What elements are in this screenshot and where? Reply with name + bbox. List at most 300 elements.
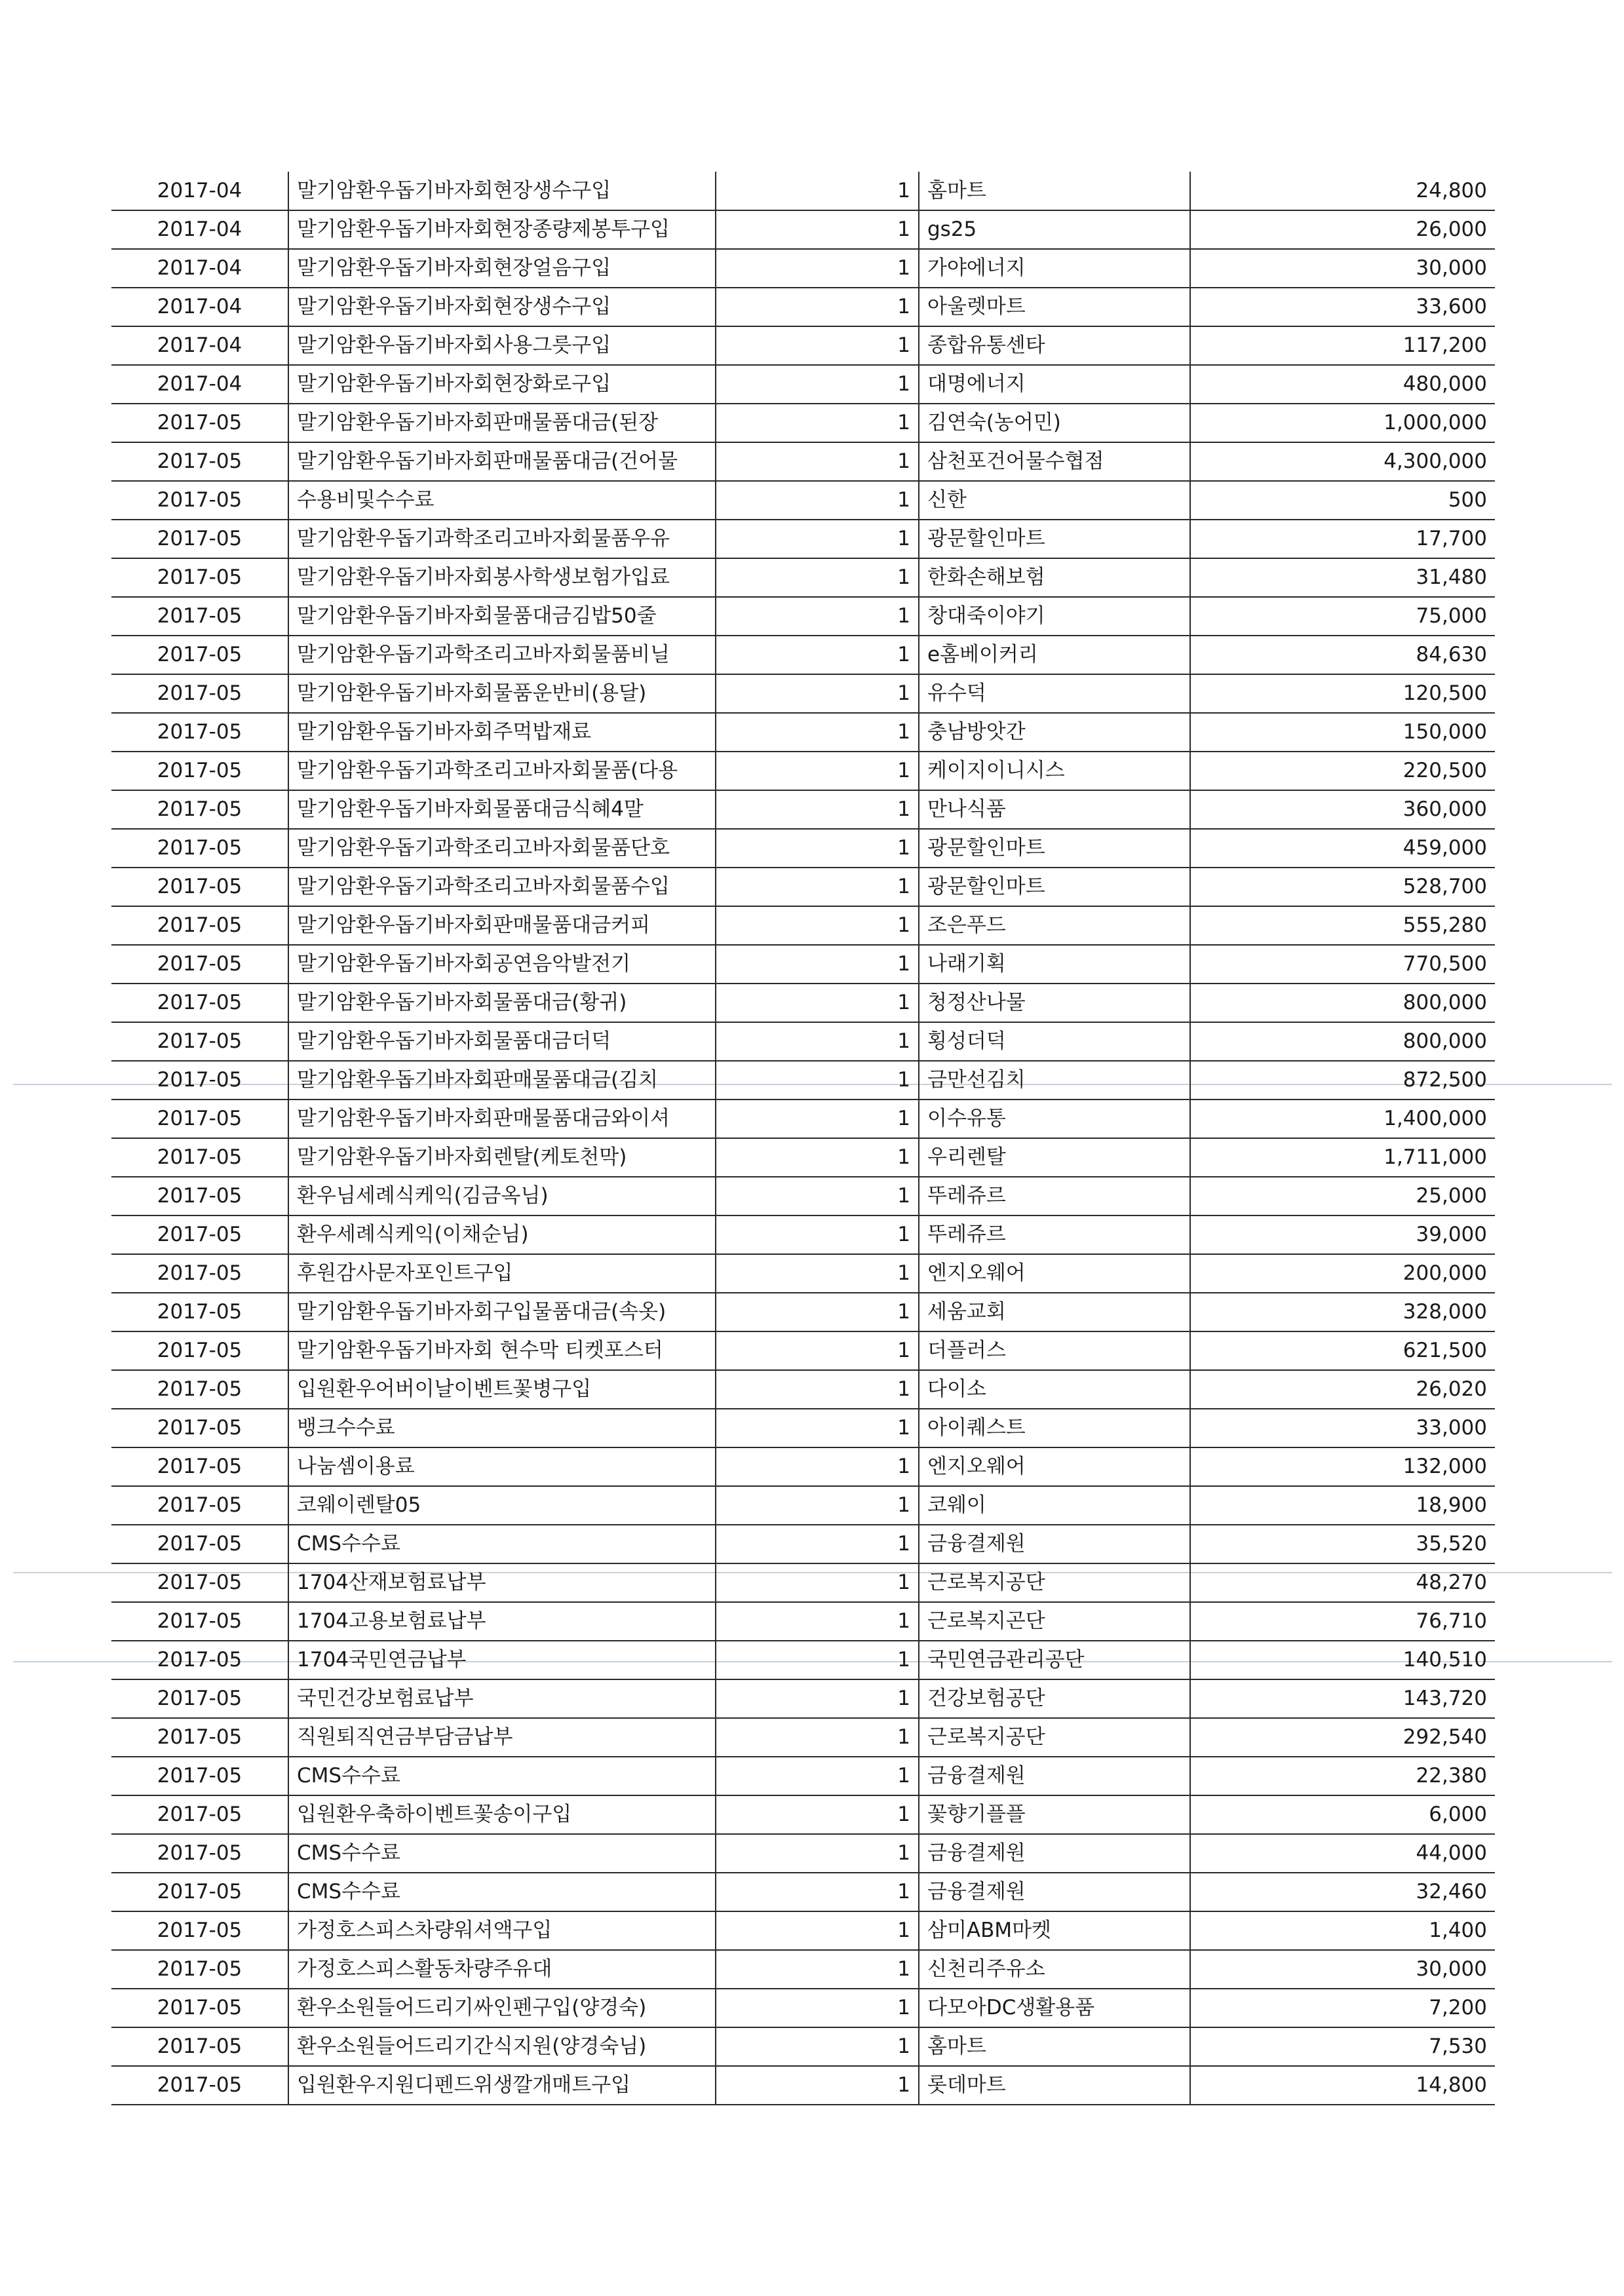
row-vendor: 만나식품	[919, 790, 1190, 829]
row-description: 말기암환우돕기과학조리고바자회물품우유	[288, 520, 716, 558]
row-quantity: 1	[716, 945, 919, 984]
row-quantity: 1	[716, 365, 919, 404]
row-quantity: 1	[716, 829, 919, 868]
row-quantity: 1	[716, 249, 919, 288]
row-vendor: 이수유통	[919, 1100, 1190, 1138]
row-vendor: 롯데마트	[919, 2066, 1190, 2105]
row-amount: 328,000	[1190, 1293, 1495, 1331]
row-vendor: 조은푸드	[919, 906, 1190, 945]
row-description: 수용비및수수료	[288, 481, 716, 520]
row-description: CMS수수료	[288, 1834, 716, 1873]
row-vendor: 한화손해보험	[919, 558, 1190, 597]
table-row	[111, 1989, 1495, 2027]
table-row	[111, 674, 1495, 713]
row-amount: 143,720	[1190, 1679, 1495, 1718]
row-amount: 140,510	[1190, 1641, 1495, 1679]
row-date: 2017-05	[111, 1950, 288, 1989]
row-quantity: 1	[716, 1718, 919, 1757]
table-row	[111, 868, 1495, 906]
table-row	[111, 365, 1495, 404]
row-vendor: 국민연금관리공단	[919, 1641, 1190, 1679]
row-quantity: 1	[716, 713, 919, 752]
row-date: 2017-05	[111, 1177, 288, 1215]
table-row	[111, 790, 1495, 829]
row-amount: 48,270	[1190, 1563, 1495, 1602]
row-amount: 24,800	[1190, 172, 1495, 210]
table-row	[111, 906, 1495, 945]
row-description: 후원감사문자포인트구입	[288, 1254, 716, 1293]
row-amount: 6,000	[1190, 1795, 1495, 1834]
row-date: 2017-05	[111, 868, 288, 906]
row-description: 직원퇴직연금부담금납부	[288, 1718, 716, 1757]
row-date: 2017-05	[111, 2066, 288, 2105]
row-description: 말기암환우돕기바자회판매물품대금와이셔	[288, 1100, 716, 1138]
row-vendor: 아이퀘스트	[919, 1409, 1190, 1447]
row-amount: 292,540	[1190, 1718, 1495, 1757]
row-quantity: 1	[716, 1022, 919, 1061]
row-date: 2017-05	[111, 1602, 288, 1641]
row-amount: 1,400,000	[1190, 1100, 1495, 1138]
row-description: 입원환우어버이날이벤트꽃병구입	[288, 1370, 716, 1409]
table-row	[111, 945, 1495, 984]
row-date: 2017-05	[111, 1718, 288, 1757]
row-vendor: 가야에너지	[919, 249, 1190, 288]
row-amount: 528,700	[1190, 868, 1495, 906]
row-date: 2017-05	[111, 1486, 288, 1525]
row-amount: 800,000	[1190, 1022, 1495, 1061]
row-amount: 39,000	[1190, 1215, 1495, 1254]
table-row	[111, 404, 1495, 442]
row-amount: 33,600	[1190, 288, 1495, 326]
row-date: 2017-05	[111, 1795, 288, 1834]
row-vendor: e홈베이커리	[919, 636, 1190, 674]
row-description: 뱅크수수료	[288, 1409, 716, 1447]
row-amount: 1,000,000	[1190, 404, 1495, 442]
table-row	[111, 2066, 1495, 2105]
row-date: 2017-05	[111, 1215, 288, 1254]
table-row	[111, 1911, 1495, 1950]
row-quantity: 1	[716, 1834, 919, 1873]
row-vendor: 코웨이	[919, 1486, 1190, 1525]
table-row	[111, 481, 1495, 520]
row-vendor: 광문할인마트	[919, 520, 1190, 558]
table-row	[111, 1022, 1495, 1061]
table-row	[111, 1138, 1495, 1177]
row-amount: 117,200	[1190, 326, 1495, 365]
row-date: 2017-05	[111, 1022, 288, 1061]
row-vendor: 충남방앗간	[919, 713, 1190, 752]
row-vendor: 삼미ABM마켓	[919, 1911, 1190, 1950]
row-description: CMS수수료	[288, 1525, 716, 1563]
row-description: 말기암환우돕기과학조리고바자회물품비닐	[288, 636, 716, 674]
row-amount: 14,800	[1190, 2066, 1495, 2105]
table-row	[111, 1718, 1495, 1757]
row-description: 말기암환우돕기바자회판매물품대금(건어물	[288, 442, 716, 481]
row-quantity: 1	[716, 2066, 919, 2105]
row-date: 2017-04	[111, 326, 288, 365]
row-vendor: 금융결제원	[919, 1525, 1190, 1563]
row-description: 말기암환우돕기바자회렌탈(케토천막)	[288, 1138, 716, 1177]
table-row	[111, 1061, 1495, 1100]
row-vendor: 나래기획	[919, 945, 1190, 984]
row-quantity: 1	[716, 1486, 919, 1525]
row-vendor: 아울렛마트	[919, 288, 1190, 326]
row-date: 2017-05	[111, 984, 288, 1022]
row-amount: 75,000	[1190, 597, 1495, 636]
row-vendor: 대명에너지	[919, 365, 1190, 404]
row-quantity: 1	[716, 1525, 919, 1563]
row-amount: 31,480	[1190, 558, 1495, 597]
row-date: 2017-04	[111, 288, 288, 326]
table-row	[111, 558, 1495, 597]
row-description: 코웨이렌탈05	[288, 1486, 716, 1525]
row-description: 1704산재보험료납부	[288, 1563, 716, 1602]
row-date: 2017-04	[111, 249, 288, 288]
row-date: 2017-05	[111, 1757, 288, 1795]
row-description: 말기암환우돕기바자회봉사학생보험가입료	[288, 558, 716, 597]
table-row	[111, 1834, 1495, 1873]
row-amount: 200,000	[1190, 1254, 1495, 1293]
row-quantity: 1	[716, 1215, 919, 1254]
row-amount: 35,520	[1190, 1525, 1495, 1563]
table-row	[111, 1370, 1495, 1409]
row-amount: 500	[1190, 481, 1495, 520]
row-quantity: 1	[716, 1409, 919, 1447]
row-description: 1704국민연금납부	[288, 1641, 716, 1679]
row-amount: 4,300,000	[1190, 442, 1495, 481]
table-row	[111, 1331, 1495, 1370]
row-quantity: 1	[716, 288, 919, 326]
row-amount: 480,000	[1190, 365, 1495, 404]
table-row	[111, 1486, 1495, 1525]
row-vendor: 청정산나물	[919, 984, 1190, 1022]
row-date: 2017-05	[111, 1331, 288, 1370]
row-date: 2017-05	[111, 674, 288, 713]
row-vendor: 홈마트	[919, 2027, 1190, 2066]
row-quantity: 1	[716, 442, 919, 481]
row-date: 2017-05	[111, 2027, 288, 2066]
row-date: 2017-05	[111, 558, 288, 597]
row-quantity: 1	[716, 674, 919, 713]
row-description: 말기암환우돕기과학조리고바자회물품(다용	[288, 752, 716, 790]
row-description: 말기암환우돕기바자회판매물품대금(김치	[288, 1061, 716, 1100]
row-description: 국민건강보험료납부	[288, 1679, 716, 1718]
table-row	[111, 1563, 1495, 1602]
table-row	[111, 1409, 1495, 1447]
row-vendor: 광문할인마트	[919, 868, 1190, 906]
table-row	[111, 984, 1495, 1022]
row-vendor: 금융결제원	[919, 1757, 1190, 1795]
row-quantity: 1	[716, 1602, 919, 1641]
row-amount: 621,500	[1190, 1331, 1495, 1370]
row-vendor: 우리렌탈	[919, 1138, 1190, 1177]
row-vendor: 광문할인마트	[919, 829, 1190, 868]
row-date: 2017-05	[111, 1641, 288, 1679]
row-description: 말기암환우돕기바자회구입물품대금(속옷)	[288, 1293, 716, 1331]
row-vendor: 근로복지곤단	[919, 1602, 1190, 1641]
row-description: 말기암환우돕기바자회현장화로구입	[288, 365, 716, 404]
row-vendor: 삼천포건어물수협점	[919, 442, 1190, 481]
row-amount: 872,500	[1190, 1061, 1495, 1100]
row-description: 말기암환우돕기바자회공연음악발전기	[288, 945, 716, 984]
row-vendor: 횡성더덕	[919, 1022, 1190, 1061]
row-amount: 32,460	[1190, 1873, 1495, 1911]
row-description: CMS수수료	[288, 1873, 716, 1911]
table-row	[111, 172, 1495, 210]
row-vendor: 금만선김치	[919, 1061, 1190, 1100]
row-date: 2017-04	[111, 365, 288, 404]
table-row	[111, 210, 1495, 249]
table-row	[111, 1795, 1495, 1834]
row-quantity: 1	[716, 481, 919, 520]
row-amount: 150,000	[1190, 713, 1495, 752]
table-row	[111, 752, 1495, 790]
row-quantity: 1	[716, 1447, 919, 1486]
row-description: 가정호스피스차량워셔액구입	[288, 1911, 716, 1950]
table-row	[111, 1950, 1495, 1989]
row-amount: 26,020	[1190, 1370, 1495, 1409]
row-quantity: 1	[716, 1138, 919, 1177]
row-amount: 76,710	[1190, 1602, 1495, 1641]
row-description: 말기암환우돕기바자회물품대금(황귀)	[288, 984, 716, 1022]
row-vendor: 신천리주유소	[919, 1950, 1190, 1989]
row-date: 2017-05	[111, 1293, 288, 1331]
row-quantity: 1	[716, 1563, 919, 1602]
row-quantity: 1	[716, 1061, 919, 1100]
row-vendor: 케이지이니시스	[919, 752, 1190, 790]
row-description: 말기암환우돕기바자회현장종량제봉투구입	[288, 210, 716, 249]
row-amount: 30,000	[1190, 1950, 1495, 1989]
row-description: 말기암환우돕기과학조리고바자회물품수입	[288, 868, 716, 906]
row-date: 2017-05	[111, 1873, 288, 1911]
row-description: 입원환우축하이벤트꽃송이구입	[288, 1795, 716, 1834]
row-vendor: 창대죽이야기	[919, 597, 1190, 636]
table-row	[111, 713, 1495, 752]
row-description: 말기암환우돕기바자회물품대금김밥50줄	[288, 597, 716, 636]
row-description: 환우소원들어드리기간식지원(양경숙님)	[288, 2027, 716, 2066]
row-date: 2017-05	[111, 1447, 288, 1486]
row-quantity: 1	[716, 1795, 919, 1834]
row-amount: 25,000	[1190, 1177, 1495, 1215]
row-date: 2017-05	[111, 404, 288, 442]
row-description: 말기암환우돕기과학조리고바자회물품단호	[288, 829, 716, 868]
row-date: 2017-05	[111, 442, 288, 481]
table-row	[111, 326, 1495, 365]
row-description: 말기암환우돕기바자회현장생수구입	[288, 172, 716, 210]
row-amount: 1,400	[1190, 1911, 1495, 1950]
row-quantity: 1	[716, 984, 919, 1022]
row-vendor: 유수덕	[919, 674, 1190, 713]
row-quantity: 1	[716, 210, 919, 249]
table-row	[111, 1447, 1495, 1486]
row-vendor: 엔지오웨어	[919, 1254, 1190, 1293]
row-date: 2017-05	[111, 520, 288, 558]
table-row	[111, 442, 1495, 481]
row-amount: 220,500	[1190, 752, 1495, 790]
table-row	[111, 1525, 1495, 1563]
row-amount: 18,900	[1190, 1486, 1495, 1525]
row-quantity: 1	[716, 1873, 919, 1911]
row-vendor: 근로복지공단	[919, 1563, 1190, 1602]
table-row	[111, 1293, 1495, 1331]
row-quantity: 1	[716, 1679, 919, 1718]
row-vendor: 엔지오웨어	[919, 1447, 1190, 1486]
row-quantity: 1	[716, 1100, 919, 1138]
row-description: 입원환우지원디펜드위생깔개매트구입	[288, 2066, 716, 2105]
table-row	[111, 1873, 1495, 1911]
row-date: 2017-05	[111, 1370, 288, 1409]
row-date: 2017-05	[111, 945, 288, 984]
row-date: 2017-05	[111, 752, 288, 790]
row-quantity: 1	[716, 172, 919, 210]
row-amount: 459,000	[1190, 829, 1495, 868]
row-description: 1704고용보험료납부	[288, 1602, 716, 1641]
row-description: 나눔셈이용료	[288, 1447, 716, 1486]
row-amount: 33,000	[1190, 1409, 1495, 1447]
table-row	[111, 249, 1495, 288]
row-date: 2017-05	[111, 597, 288, 636]
row-vendor: 금융결제원	[919, 1873, 1190, 1911]
row-amount: 770,500	[1190, 945, 1495, 984]
row-description: 말기암환우돕기바자회사용그릇구입	[288, 326, 716, 365]
row-date: 2017-05	[111, 1525, 288, 1563]
table-row	[111, 1177, 1495, 1215]
row-quantity: 1	[716, 868, 919, 906]
row-quantity: 1	[716, 520, 919, 558]
table-row	[111, 288, 1495, 326]
row-date: 2017-05	[111, 481, 288, 520]
row-quantity: 1	[716, 1293, 919, 1331]
table-row	[111, 2027, 1495, 2066]
ledger-body	[111, 172, 1495, 2105]
row-description: 말기암환우돕기바자회현장얼음구입	[288, 249, 716, 288]
row-quantity: 1	[716, 1370, 919, 1409]
row-quantity: 1	[716, 558, 919, 597]
row-amount: 132,000	[1190, 1447, 1495, 1486]
row-description: 환우님세례식케익(김금옥님)	[288, 1177, 716, 1215]
row-quantity: 1	[716, 2027, 919, 2066]
row-amount: 1,711,000	[1190, 1138, 1495, 1177]
table-row	[111, 1215, 1495, 1254]
row-amount: 120,500	[1190, 674, 1495, 713]
row-vendor: gs25	[919, 210, 1190, 249]
row-date: 2017-05	[111, 1138, 288, 1177]
expense-ledger-table	[111, 172, 1495, 2105]
row-amount: 44,000	[1190, 1834, 1495, 1873]
row-date: 2017-05	[111, 790, 288, 829]
row-description: 말기암환우돕기바자회물품대금더덕	[288, 1022, 716, 1061]
row-amount: 84,630	[1190, 636, 1495, 674]
row-vendor: 뚜레쥬르	[919, 1177, 1190, 1215]
row-vendor: 뚜레쥬르	[919, 1215, 1190, 1254]
row-quantity: 1	[716, 790, 919, 829]
row-quantity: 1	[716, 636, 919, 674]
row-description: 말기암환우돕기바자회주먹밥재료	[288, 713, 716, 752]
row-vendor: 꽃향기플플	[919, 1795, 1190, 1834]
row-description: CMS수수료	[288, 1757, 716, 1795]
row-amount: 360,000	[1190, 790, 1495, 829]
row-amount: 7,530	[1190, 2027, 1495, 2066]
row-quantity: 1	[716, 1254, 919, 1293]
row-date: 2017-05	[111, 1679, 288, 1718]
row-date: 2017-05	[111, 1409, 288, 1447]
row-quantity: 1	[716, 1641, 919, 1679]
row-quantity: 1	[716, 1911, 919, 1950]
table-row	[111, 636, 1495, 674]
row-quantity: 1	[716, 1331, 919, 1370]
row-date: 2017-05	[111, 1061, 288, 1100]
row-description: 말기암환우돕기바자회판매물품대금커피	[288, 906, 716, 945]
row-description: 말기암환우돕기바자회물품대금식혜4말	[288, 790, 716, 829]
row-date: 2017-05	[111, 1989, 288, 2027]
row-vendor: 김연숙(농어민)	[919, 404, 1190, 442]
table-row	[111, 520, 1495, 558]
row-vendor: 종합유통센타	[919, 326, 1190, 365]
row-date: 2017-05	[111, 713, 288, 752]
row-vendor: 건강보험공단	[919, 1679, 1190, 1718]
row-date: 2017-05	[111, 906, 288, 945]
row-amount: 22,380	[1190, 1757, 1495, 1795]
row-date: 2017-05	[111, 829, 288, 868]
table-row	[111, 1679, 1495, 1718]
row-quantity: 1	[716, 752, 919, 790]
row-vendor: 더플러스	[919, 1331, 1190, 1370]
row-date: 2017-05	[111, 1563, 288, 1602]
row-amount: 555,280	[1190, 906, 1495, 945]
row-date: 2017-04	[111, 172, 288, 210]
row-amount: 30,000	[1190, 249, 1495, 288]
row-quantity: 1	[716, 1950, 919, 1989]
row-description: 가정호스피스활동차량주유대	[288, 1950, 716, 1989]
table-row	[111, 1641, 1495, 1679]
row-quantity: 1	[716, 906, 919, 945]
table-row	[111, 829, 1495, 868]
row-date: 2017-05	[111, 1834, 288, 1873]
table-row	[111, 1100, 1495, 1138]
row-description: 환우세례식케익(이채순님)	[288, 1215, 716, 1254]
row-description: 말기암환우돕기바자회현장생수구입	[288, 288, 716, 326]
row-vendor: 신한	[919, 481, 1190, 520]
row-description: 말기암환우돕기바자회물품운반비(용달)	[288, 674, 716, 713]
row-quantity: 1	[716, 1757, 919, 1795]
row-date: 2017-05	[111, 1100, 288, 1138]
row-vendor: 금융결제원	[919, 1834, 1190, 1873]
row-amount: 26,000	[1190, 210, 1495, 249]
row-date: 2017-04	[111, 210, 288, 249]
row-date: 2017-05	[111, 1254, 288, 1293]
row-vendor: 다모아DC생활용품	[919, 1989, 1190, 2027]
row-quantity: 1	[716, 1177, 919, 1215]
table-row	[111, 597, 1495, 636]
row-vendor: 세움교회	[919, 1293, 1190, 1331]
row-vendor: 다이소	[919, 1370, 1190, 1409]
row-description: 말기암환우돕기바자회 현수막 티켓포스터	[288, 1331, 716, 1370]
row-date: 2017-05	[111, 636, 288, 674]
row-quantity: 1	[716, 404, 919, 442]
row-description: 환우소원들어드리기싸인펜구입(양경숙)	[288, 1989, 716, 2027]
row-amount: 7,200	[1190, 1989, 1495, 2027]
row-vendor: 근로복지공단	[919, 1718, 1190, 1757]
row-quantity: 1	[716, 326, 919, 365]
table-row	[111, 1254, 1495, 1293]
row-description: 말기암환우돕기바자회판매물품대금(된장	[288, 404, 716, 442]
row-quantity: 1	[716, 1989, 919, 2027]
row-vendor: 홈마트	[919, 172, 1190, 210]
table-row	[111, 1757, 1495, 1795]
row-amount: 17,700	[1190, 520, 1495, 558]
row-amount: 800,000	[1190, 984, 1495, 1022]
row-quantity: 1	[716, 597, 919, 636]
